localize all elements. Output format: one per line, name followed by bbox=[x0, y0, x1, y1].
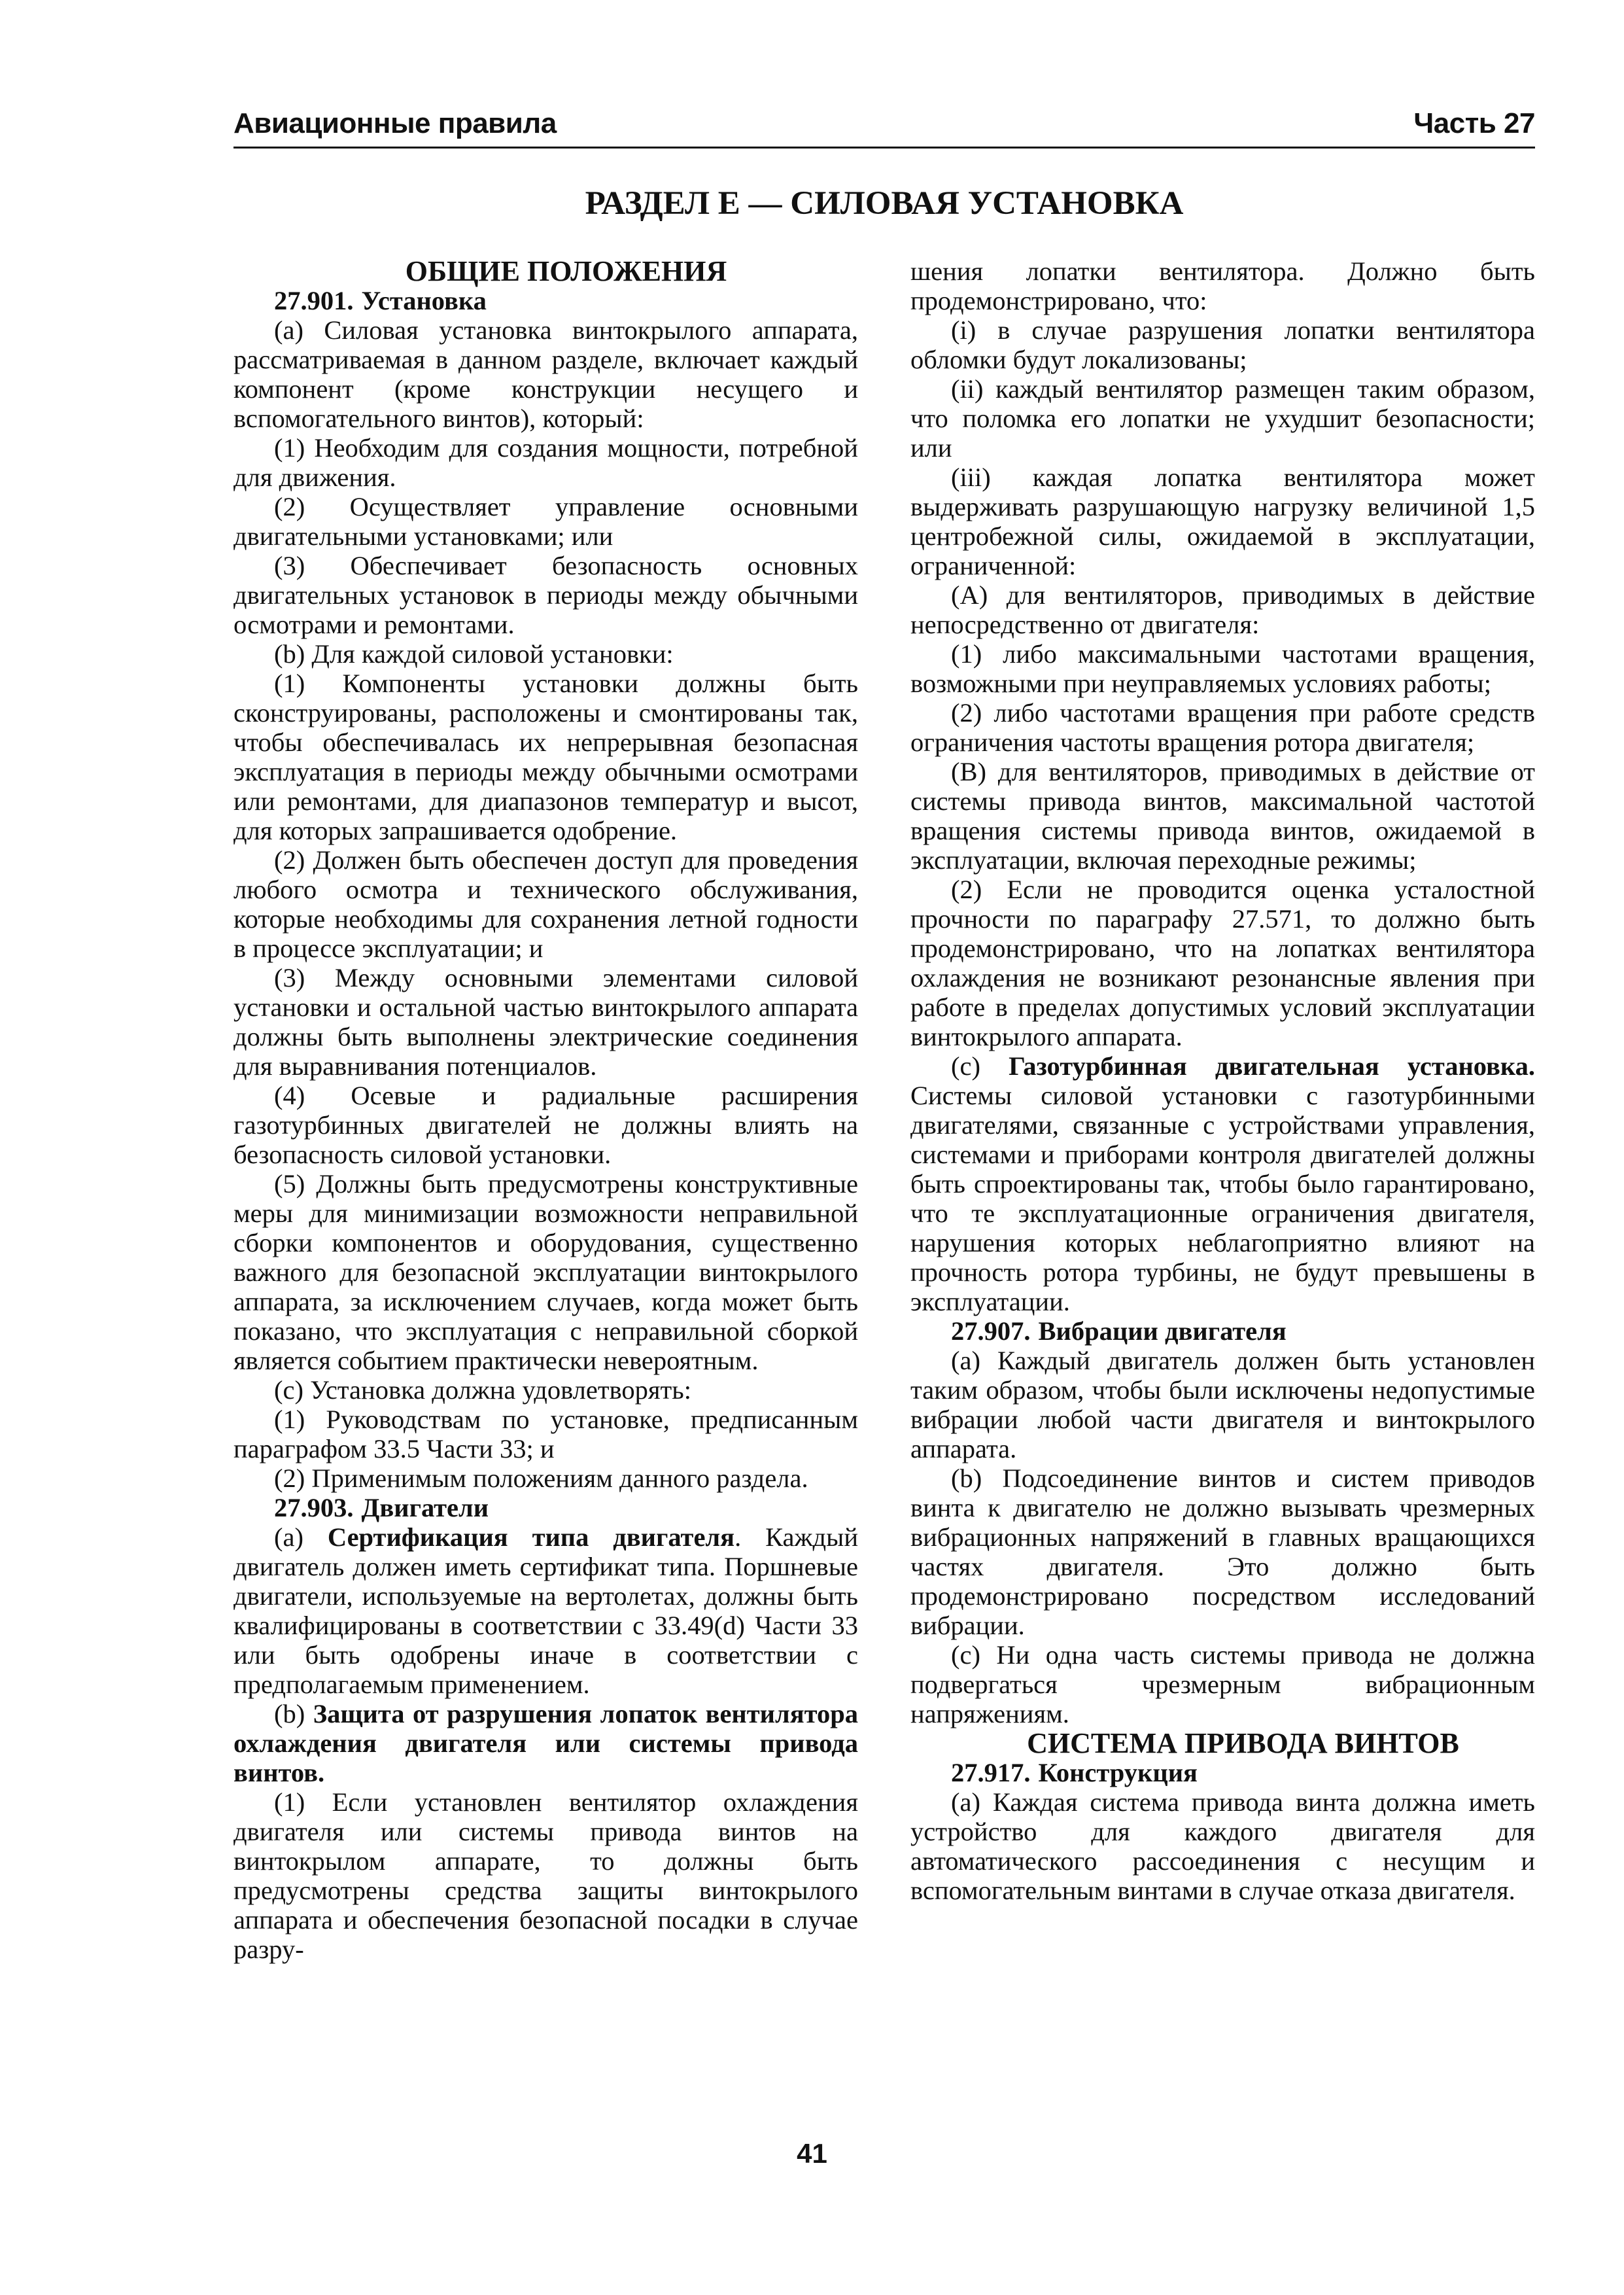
paragraph: (1) Руководствам по установке, предписанным параграфом 33.5 Части 33; и bbox=[233, 1405, 858, 1463]
heading-title: Вибрации двигателя bbox=[1038, 1316, 1287, 1346]
section-title: РАЗДЕЛ Е — СИЛОВАЯ УСТАНОВКА bbox=[585, 185, 1184, 222]
paragraph: (ii) каждый вентилятор размещен таким образом, что поломка его лопатки не ухудшит безопасности; или bbox=[910, 374, 1535, 463]
paragraph: (c) Ни одна часть системы привода не должна подвергаться чрезмерным вибрационным напряжениям. bbox=[910, 1640, 1535, 1728]
left-column bbox=[233, 256, 858, 1964]
paragraph: (b) Для каждой силовой установки: bbox=[274, 639, 674, 669]
paragraph: (a) Каждая система привода винта должна иметь устройство для каждого двигателя для автоматического рассоединения с несущим и вспомогательным винтами в случае отказа двигателя. bbox=[910, 1787, 1535, 1905]
paragraph: (4) Осевые и радиальные расширения газотурбинных двигателей не должны влиять на безопасность силовой установки. bbox=[233, 1081, 858, 1169]
right-column bbox=[910, 256, 1535, 1905]
paragraph: (iii) каждая лопатка вентилятора может выдерживать разрушающую нагрузку величиной 1,5 центробежной силы, ожидаемой в эксплуатации, ограниченной: bbox=[910, 463, 1535, 580]
paragraph: (a) Силовая установка винтокрылого аппарата, рассматриваемая в данном разделе, включает каждый компонент (кроме конструкции несущего и вспомогательного винтов), который: bbox=[233, 315, 858, 433]
paragraph: (1) либо максимальными частотами вращения, возможными при неуправляемых условиях работы; bbox=[910, 639, 1535, 698]
paragraph: (1) Компоненты установки должны быть сконструированы, расположены и смонтированы так, чтобы обеспечивалась их непрерывная безопасная эксплуатация в периоды между обычными осмотрами или ремонтами, для диапазонов температур и высот, для которых запрашивается одобрение. bbox=[233, 669, 858, 845]
paragraph: (2) Если не проводится оценка усталостной прочности по параграфу 27.571, то должно быть продемонстрировано, что на лопатках вентилятора охлаждения не возникают резонансные явления при работе в пределах допустимых условий эксплуатации винтокрылого аппарата. bbox=[910, 875, 1535, 1051]
item-label: (c) bbox=[951, 1051, 980, 1081]
paragraph: (2) либо частотами вращения при работе средств ограничения частоты вращения ротора двигателя; bbox=[910, 698, 1535, 757]
heading-title: Конструкция bbox=[1038, 1758, 1198, 1787]
paragraph-text: . Каждый двигатель должен иметь сертификат типа. Поршневые двигатели, используемые на вертолетах, должны быть квалифицированы в соответствии с 33.49(d) Части 33 или быть одобрены иначе в соответствии с предполагаемым применением. bbox=[233, 1522, 858, 1699]
paragraph bbox=[910, 1051, 1535, 1316]
heading-number: 27.901. bbox=[274, 286, 354, 315]
paragraph: (b) Подсоединение винтов и систем приводов винта к двигателю не должно вызывать чрезмерных вибрационных напряжений в главных вращающихся частях двигателя. Это должно быть продемонстрировано посредством исследований вибрации. bbox=[910, 1463, 1535, 1640]
paragraph bbox=[233, 1522, 858, 1699]
paragraph: (A) для вентиляторов, приводимых в действие непосредственно от двигателя: bbox=[910, 580, 1535, 639]
heading-number: 27.903. bbox=[274, 1493, 354, 1522]
bold-term: Защита от разрушения лопаток вентилятора охлаждения двигателя или системы привода винтов. bbox=[233, 1699, 859, 1787]
header-document-title: Авиационные правила bbox=[233, 107, 557, 139]
heading-title: Двигатели bbox=[361, 1493, 489, 1522]
paragraph: (2) Должен быть обеспечен доступ для проведения любого осмотра и технического обслуживания, которые необходимы для сохранения летной годности в процессе эксплуатации; и bbox=[233, 845, 858, 963]
paragraph bbox=[233, 1699, 858, 1787]
page-number: 41 bbox=[797, 2138, 827, 2169]
heading-number: 27.917. bbox=[951, 1758, 1031, 1787]
heading-27-903 bbox=[233, 1493, 858, 1522]
heading-27-901 bbox=[233, 286, 858, 315]
subsection-title-drive-system: СИСТЕМА ПРИВОДА ВИНТОВ bbox=[1027, 1727, 1459, 1759]
paragraph-text: Системы силовой установки с газотурбинными двигателями, связанные с устройствами управления, системами и приборами контроля двигателей должны быть спроектированы так, чтобы было гарантировано, что те эксплуатационные ограничения двигателя, нарушения которых неблагоприятно влияют на прочность ротора турбины, не будут превышены в эксплуатации. bbox=[910, 1081, 1535, 1316]
heading-27-907 bbox=[910, 1316, 1535, 1346]
heading-title: Установка bbox=[361, 286, 487, 315]
paragraph: (i) в случае разрушения лопатки вентилятора обломки будут локализованы; bbox=[910, 315, 1535, 374]
bold-term: Сертификация типа двигателя bbox=[327, 1522, 735, 1552]
paragraph: (B) для вентиляторов, приводимых в действие от системы привода винтов, максимальной частотой вращения системы привода винтов, ожидаемой в эксплуатации, включая переходные режимы; bbox=[910, 757, 1535, 875]
paragraph: (1) Если установлен вентилятор охлаждения двигателя или системы привода винтов на винтокрылом аппарате, то должны быть предусмотрены средства защиты винтокрылого аппарата и обеспечения безопасной посадки в случае разру- bbox=[233, 1787, 858, 1964]
subsection-title-general: ОБЩИЕ ПОЛОЖЕНИЯ bbox=[405, 255, 727, 287]
paragraph: (a) Каждый двигатель должен быть установлен таким образом, чтобы были исключены недопустимые вибрации любой части двигателя и винтокрылого аппарата. bbox=[910, 1346, 1535, 1463]
paragraph: (3) Между основными элементами силовой установки и остальной частью винтокрылого аппарата должны быть выполнены электрические соединения для выравнивания потенциалов. bbox=[233, 963, 858, 1081]
paragraph-continued: шения лопатки вентилятора. Должно быть продемонстрировано, что: bbox=[910, 256, 1535, 315]
paragraph: (1) Необходим для создания мощности, потребной для движения. bbox=[233, 433, 858, 492]
paragraph: (2) Осуществляет управление основными двигательными установками; или bbox=[233, 492, 858, 551]
paragraph: (5) Должны быть предусмотрены конструктивные меры для минимизации возможности неправильной сборки компонентов и оборудования, существенно важного для безопасной эксплуатации винтокрылого аппарата, за исключением случаев, когда может быть показано, что эксплуатация с неправильной сборкой является событием практически невероятным. bbox=[233, 1169, 858, 1375]
heading-number: 27.907. bbox=[951, 1316, 1031, 1346]
bold-term: Газотурбинная двигательная установка. bbox=[1009, 1051, 1535, 1081]
paragraph: (2) Применимым положениям данного раздела. bbox=[274, 1463, 808, 1493]
heading-27-917 bbox=[910, 1758, 1535, 1787]
paragraph: (3) Обеспечивает безопасность основных двигательных установок в периоды между обычными осмотрами и ремонтами. bbox=[233, 551, 858, 639]
item-label: (a) bbox=[274, 1522, 303, 1552]
header-part-label: Часть 27 bbox=[1413, 107, 1535, 139]
paragraph: (c) Установка должна удовлетворять: bbox=[274, 1375, 691, 1405]
running-header bbox=[233, 99, 1535, 149]
item-label: (b) bbox=[274, 1699, 305, 1728]
